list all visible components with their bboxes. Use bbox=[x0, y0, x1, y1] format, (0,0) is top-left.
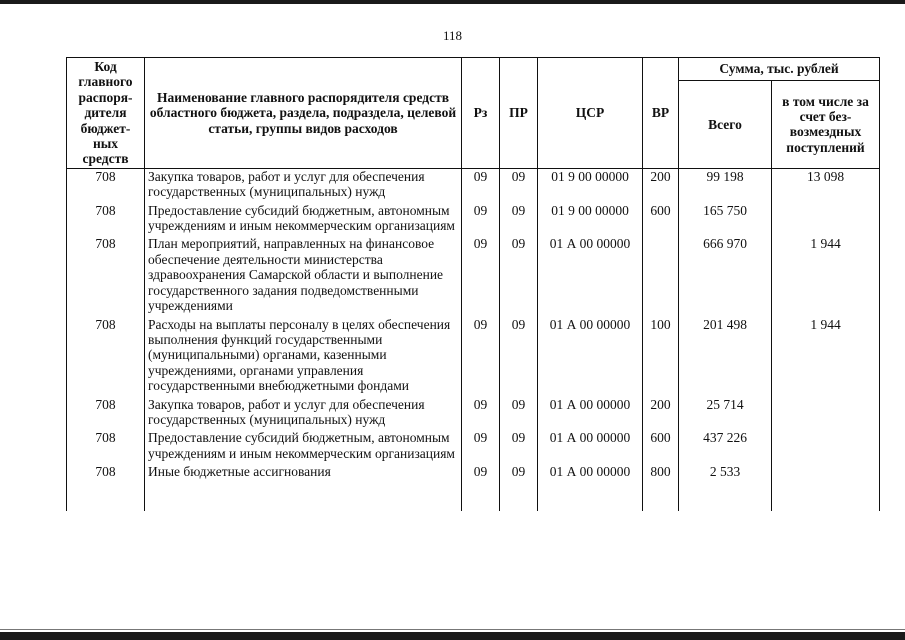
cell-vr: 600 bbox=[643, 203, 679, 237]
cell-pr: 09 bbox=[500, 236, 538, 316]
cell-pr: 09 bbox=[500, 397, 538, 431]
cell-name: План мероприятий, направленных на финансовое обеспечение деятельности министерства здравоохранения Самарской области и выполнение государственного задания подведомственными учреждениями bbox=[145, 236, 462, 316]
header-code: Код главного распоря-дителя бюджет-ных средств bbox=[67, 58, 145, 169]
cell-vr: 600 bbox=[643, 430, 679, 464]
cell-rz: 09 bbox=[462, 464, 500, 511]
cell-name: Расходы на выплаты персоналу в целях обеспечения выполнения функций государственными (муниципальными) органами, казенными учреждениями, органами управления государственными внебюджетными фондами bbox=[145, 317, 462, 397]
cell-code: 708 bbox=[67, 397, 145, 431]
cell-total: 201 498 bbox=[679, 317, 772, 397]
cell-free: 13 098 bbox=[772, 168, 880, 202]
cell-csr: 01 А 00 00000 bbox=[538, 397, 643, 431]
cell-code: 708 bbox=[67, 317, 145, 397]
cell-rz: 09 bbox=[462, 430, 500, 464]
header-vr: ВР bbox=[643, 58, 679, 169]
cell-csr: 01 А 00 00000 bbox=[538, 236, 643, 316]
cell-rz: 09 bbox=[462, 203, 500, 237]
cell-pr: 09 bbox=[500, 317, 538, 397]
cell-free bbox=[772, 397, 880, 431]
cell-pr: 09 bbox=[500, 203, 538, 237]
cell-total: 99 198 bbox=[679, 168, 772, 202]
cell-pr: 09 bbox=[500, 464, 538, 511]
cell-code: 708 bbox=[67, 430, 145, 464]
cell-code: 708 bbox=[67, 464, 145, 511]
budget-table bbox=[66, 57, 880, 511]
cell-name: Иные бюджетные ассигнования bbox=[145, 464, 462, 511]
header-name: Наименование главного распорядителя средств областного бюджета, раздела, подраздела, целевой статьи, группы видов расходов bbox=[145, 58, 462, 169]
cell-rz: 09 bbox=[462, 168, 500, 202]
cell-free bbox=[772, 203, 880, 237]
cell-total: 25 714 bbox=[679, 397, 772, 431]
cell-csr: 01 А 00 00000 bbox=[538, 464, 643, 511]
table-row bbox=[67, 236, 880, 316]
cell-total: 165 750 bbox=[679, 203, 772, 237]
header-total: Всего bbox=[679, 80, 772, 168]
table-row bbox=[67, 317, 880, 397]
cell-code: 708 bbox=[67, 203, 145, 237]
cell-name: Предоставление субсидий бюджетным, автономным учреждениям и иным некоммерческим организациям bbox=[145, 203, 462, 237]
table-header bbox=[67, 58, 880, 169]
cell-rz: 09 bbox=[462, 317, 500, 397]
scan-edge-top bbox=[0, 0, 905, 4]
header-csr: ЦСР bbox=[538, 58, 643, 169]
cell-free bbox=[772, 430, 880, 464]
cell-free: 1 944 bbox=[772, 317, 880, 397]
cell-vr: 200 bbox=[643, 168, 679, 202]
cell-pr: 09 bbox=[500, 168, 538, 202]
cell-total: 666 970 bbox=[679, 236, 772, 316]
cell-code: 708 bbox=[67, 168, 145, 202]
table-row bbox=[67, 397, 880, 431]
cell-code: 708 bbox=[67, 236, 145, 316]
cell-csr: 01 А 00 00000 bbox=[538, 430, 643, 464]
cell-vr bbox=[643, 236, 679, 316]
cell-csr: 01 9 00 00000 bbox=[538, 203, 643, 237]
cell-csr: 01 А 00 00000 bbox=[538, 317, 643, 397]
cell-total: 437 226 bbox=[679, 430, 772, 464]
cell-name: Предоставление субсидий бюджетным, автономным учреждениям и иным некоммерческим организациям bbox=[145, 430, 462, 464]
page-number: 118 bbox=[442, 28, 463, 43]
cell-vr: 100 bbox=[643, 317, 679, 397]
cell-pr: 09 bbox=[500, 430, 538, 464]
table-body bbox=[67, 168, 880, 511]
table-row bbox=[67, 203, 880, 237]
header-sum-group: Сумма, тыс. рублей bbox=[679, 58, 880, 81]
cell-name: Закупка товаров, работ и услуг для обеспечения государственных (муниципальных) нужд bbox=[145, 168, 462, 202]
table-row bbox=[67, 464, 880, 511]
cell-free: 1 944 bbox=[772, 236, 880, 316]
scan-edge-bottom bbox=[0, 632, 905, 640]
cell-rz: 09 bbox=[462, 236, 500, 316]
header-rz: Рз bbox=[462, 58, 500, 169]
cell-name: Закупка товаров, работ и услуг для обеспечения государственных (муниципальных) нужд bbox=[145, 397, 462, 431]
cell-free bbox=[772, 464, 880, 511]
cell-csr: 01 9 00 00000 bbox=[538, 168, 643, 202]
header-pr: ПР bbox=[500, 58, 538, 169]
cell-rz: 09 bbox=[462, 397, 500, 431]
table-row bbox=[67, 168, 880, 202]
cell-total: 2 533 bbox=[679, 464, 772, 511]
cell-vr: 800 bbox=[643, 464, 679, 511]
header-free: в том числе за счет без-возмездных поступлений bbox=[772, 80, 880, 168]
cell-vr: 200 bbox=[643, 397, 679, 431]
table-row bbox=[67, 430, 880, 464]
